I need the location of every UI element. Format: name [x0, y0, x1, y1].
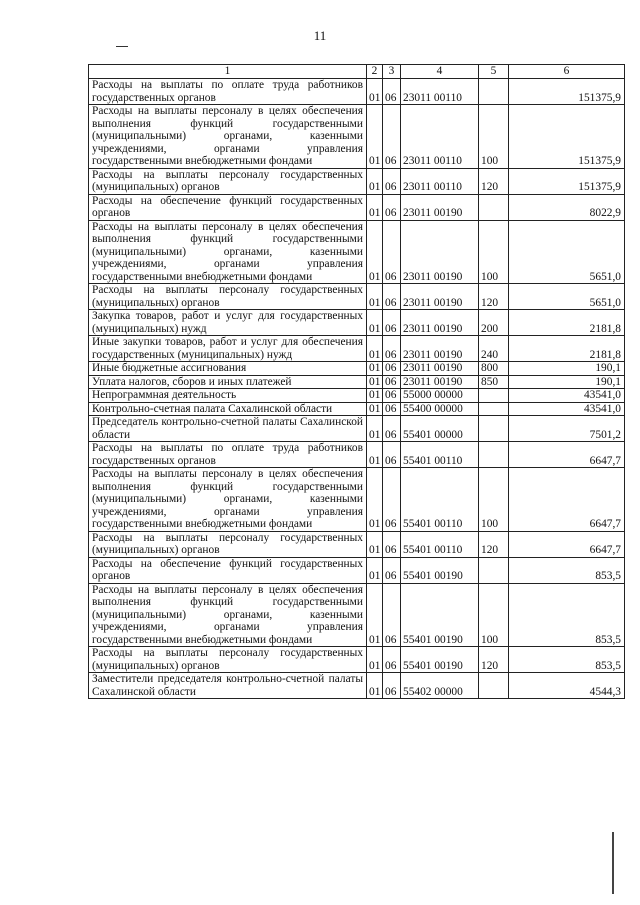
row-section: 01 [367, 531, 383, 557]
header-col-1: 1 [89, 65, 367, 79]
table-header-row [89, 65, 625, 79]
row-expense-type: 120 [479, 531, 509, 557]
row-section: 01 [367, 284, 383, 310]
table-row [89, 310, 625, 336]
row-subsection: 06 [383, 310, 401, 336]
row-amount: 6647,7 [509, 442, 625, 468]
table-row [89, 557, 625, 583]
row-subsection: 06 [383, 375, 401, 389]
row-name: Расходы на выплаты персоналу в целях обеспечения выполнения функций государственными (муниципальными) органами, казенными учреждениями, органами управления государственными внебюджетными фондами [89, 220, 367, 284]
header-col-3: 3 [383, 65, 401, 79]
row-name: Расходы на выплаты по оплате труда работников государственных органов [89, 79, 367, 105]
table-row [89, 647, 625, 673]
row-section: 01 [367, 375, 383, 389]
row-subsection: 06 [383, 362, 401, 376]
row-expense-type: 120 [479, 647, 509, 673]
row-name: Уплата налогов, сборов и иных платежей [89, 375, 367, 389]
row-expense-type: 120 [479, 168, 509, 194]
header-col-5: 5 [479, 65, 509, 79]
table-row [89, 673, 625, 699]
row-target-article: 55401 00190 [401, 583, 479, 647]
table-row [89, 402, 625, 416]
row-section: 01 [367, 362, 383, 376]
row-target-article: 23011 00190 [401, 362, 479, 376]
row-name: Расходы на выплаты персоналу государственных (муниципальных) органов [89, 168, 367, 194]
row-target-article: 55401 00000 [401, 416, 479, 442]
row-subsection: 06 [383, 220, 401, 284]
row-name: Расходы на обеспечение функций государственных органов [89, 557, 367, 583]
row-target-article: 55401 00190 [401, 647, 479, 673]
row-expense-type [479, 557, 509, 583]
row-name: Непрограммная деятельность [89, 389, 367, 403]
row-section: 01 [367, 647, 383, 673]
row-name: Расходы на выплаты персоналу государственных (муниципальных) органов [89, 284, 367, 310]
row-section: 01 [367, 673, 383, 699]
row-section: 01 [367, 442, 383, 468]
table-row [89, 416, 625, 442]
row-subsection: 06 [383, 336, 401, 362]
table-row [89, 336, 625, 362]
row-amount: 5651,0 [509, 284, 625, 310]
row-section: 01 [367, 416, 383, 442]
row-expense-type: 200 [479, 310, 509, 336]
row-subsection: 06 [383, 583, 401, 647]
row-section: 01 [367, 310, 383, 336]
row-expense-type: 800 [479, 362, 509, 376]
row-name: Расходы на выплаты персоналу в целях обеспечения выполнения функций государственными (муниципальными) органами, казенными учреждениями, органами управления государственными внебюджетными фондами [89, 105, 367, 169]
row-target-article: 55401 00110 [401, 442, 479, 468]
table-row [89, 389, 625, 403]
table-row [89, 194, 625, 220]
row-target-article: 55000 00000 [401, 389, 479, 403]
row-section: 01 [367, 79, 383, 105]
row-target-article: 23011 00190 [401, 284, 479, 310]
row-expense-type: 100 [479, 105, 509, 169]
row-subsection: 06 [383, 194, 401, 220]
row-amount: 6647,7 [509, 468, 625, 532]
row-subsection: 06 [383, 402, 401, 416]
row-subsection: 06 [383, 531, 401, 557]
row-expense-type [479, 402, 509, 416]
table-row [89, 583, 625, 647]
row-target-article: 55402 00000 [401, 673, 479, 699]
row-name: Расходы на выплаты персоналу в целях обеспечения выполнения функций государственными (муниципальными) органами, казенными учреждениями, органами управления государственными внебюджетными фондами [89, 583, 367, 647]
row-name: Расходы на выплаты персоналу государственных (муниципальных) органов [89, 647, 367, 673]
row-section: 01 [367, 468, 383, 532]
row-target-article: 23011 00190 [401, 194, 479, 220]
budget-table [88, 64, 625, 699]
row-target-article: 55401 00110 [401, 531, 479, 557]
row-expense-type [479, 194, 509, 220]
row-amount: 43541,0 [509, 402, 625, 416]
table-row [89, 105, 625, 169]
row-subsection: 06 [383, 442, 401, 468]
row-amount: 853,5 [509, 647, 625, 673]
table-row [89, 220, 625, 284]
header-col-6: 6 [509, 65, 625, 79]
row-target-article: 23011 00110 [401, 105, 479, 169]
row-amount: 190,1 [509, 362, 625, 376]
row-subsection: 06 [383, 416, 401, 442]
table-row [89, 468, 625, 532]
row-expense-type: 100 [479, 468, 509, 532]
row-target-article: 23011 00190 [401, 310, 479, 336]
row-amount: 4544,3 [509, 673, 625, 699]
row-amount: 151375,9 [509, 79, 625, 105]
row-name: Расходы на выплаты по оплате труда работников государственных органов [89, 442, 367, 468]
scan-edge-line [612, 832, 614, 894]
row-amount: 8022,9 [509, 194, 625, 220]
table-row [89, 442, 625, 468]
header-col-2: 2 [367, 65, 383, 79]
table-row [89, 284, 625, 310]
row-amount: 6647,7 [509, 531, 625, 557]
row-amount: 853,5 [509, 583, 625, 647]
row-section: 01 [367, 220, 383, 284]
row-name: Расходы на обеспечение функций государственных органов [89, 194, 367, 220]
row-target-article: 23011 00190 [401, 220, 479, 284]
row-amount: 5651,0 [509, 220, 625, 284]
table-row [89, 531, 625, 557]
row-amount: 43541,0 [509, 389, 625, 403]
row-target-article: 55401 00110 [401, 468, 479, 532]
row-section: 01 [367, 194, 383, 220]
row-amount: 2181,8 [509, 336, 625, 362]
row-section: 01 [367, 557, 383, 583]
row-amount: 2181,8 [509, 310, 625, 336]
row-name: Председатель контрольно-счетной палаты Сахалинской области [89, 416, 367, 442]
row-name: Иные бюджетные ассигнования [89, 362, 367, 376]
row-subsection: 06 [383, 647, 401, 673]
row-subsection: 06 [383, 557, 401, 583]
row-amount: 7501,2 [509, 416, 625, 442]
table-row [89, 362, 625, 376]
row-subsection: 06 [383, 284, 401, 310]
row-name: Контрольно-счетная палата Сахалинской области [89, 402, 367, 416]
row-section: 01 [367, 402, 383, 416]
row-expense-type: 100 [479, 220, 509, 284]
row-name: Расходы на выплаты персоналу государственных (муниципальных) органов [89, 531, 367, 557]
row-subsection: 06 [383, 105, 401, 169]
row-name: Расходы на выплаты персоналу в целях обеспечения выполнения функций государственными (муниципальными) органами, казенными учреждениями, органами управления государственными внебюджетными фондами [89, 468, 367, 532]
row-expense-type: 100 [479, 583, 509, 647]
table-row [89, 375, 625, 389]
row-expense-type [479, 389, 509, 403]
row-name: Иные закупки товаров, работ и услуг для обеспечения государственных (муниципальных) нужд [89, 336, 367, 362]
row-expense-type: 240 [479, 336, 509, 362]
row-expense-type: 850 [479, 375, 509, 389]
row-subsection: 06 [383, 468, 401, 532]
row-target-article: 23011 00190 [401, 375, 479, 389]
row-section: 01 [367, 168, 383, 194]
row-target-article: 23011 00110 [401, 168, 479, 194]
row-subsection: 06 [383, 79, 401, 105]
row-amount: 853,5 [509, 557, 625, 583]
row-section: 01 [367, 336, 383, 362]
row-amount: 151375,9 [509, 168, 625, 194]
row-section: 01 [367, 583, 383, 647]
row-target-article: 55400 00000 [401, 402, 479, 416]
row-target-article: 55401 00190 [401, 557, 479, 583]
row-target-article: 23011 00110 [401, 79, 479, 105]
row-subsection: 06 [383, 389, 401, 403]
row-expense-type [479, 442, 509, 468]
row-name: Заместители председателя контрольно-счетной палаты Сахалинской области [89, 673, 367, 699]
header-col-4: 4 [401, 65, 479, 79]
row-expense-type: 120 [479, 284, 509, 310]
scan-mark [116, 46, 128, 47]
table-row [89, 168, 625, 194]
row-amount: 151375,9 [509, 105, 625, 169]
row-target-article: 23011 00190 [401, 336, 479, 362]
row-expense-type [479, 79, 509, 105]
row-expense-type [479, 673, 509, 699]
row-amount: 190,1 [509, 375, 625, 389]
row-section: 01 [367, 105, 383, 169]
row-section: 01 [367, 389, 383, 403]
row-subsection: 06 [383, 673, 401, 699]
page-number: 11 [313, 28, 327, 43]
row-expense-type [479, 416, 509, 442]
row-subsection: 06 [383, 168, 401, 194]
table-row [89, 79, 625, 105]
row-name: Закупка товаров, работ и услуг для государственных (муниципальных) нужд [89, 310, 367, 336]
